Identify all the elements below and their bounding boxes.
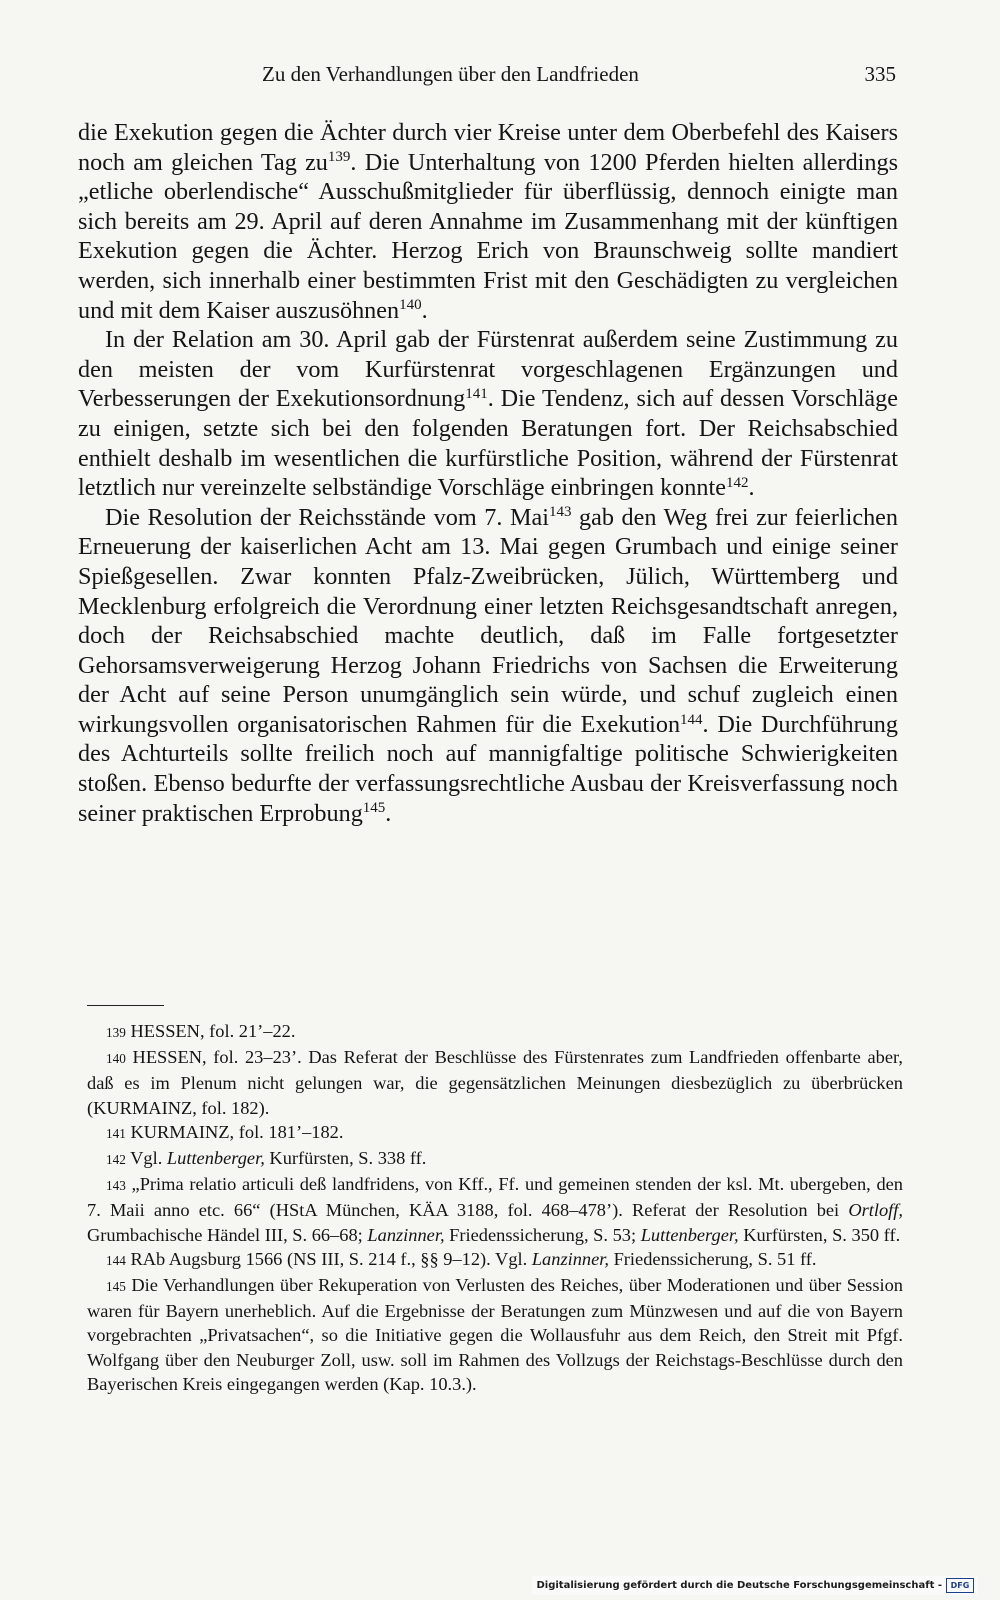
footnote-144 <box>87 1247 903 1273</box>
footnote-ref-144: 144 <box>680 711 703 728</box>
footnote-number: 140 <box>106 1051 126 1067</box>
footnote-text: „Prima relatio articuli deß landfridens, von Kff., Ff. und gemeinen stenden der ksl. Mt. ubergeben, den 7. Maii anno etc. 66“ (HStA München, KÄA 3188, fol. 468–478’). Referat der Resolution bei <box>87 1174 903 1221</box>
paragraph-2 <box>78 325 898 503</box>
footnote-number: 139 <box>106 1025 126 1040</box>
paragraph-text: . Die Unterhaltung von 1200 Pferden hielten allerdings „etliche oberlendische“ Ausschußmitglieder für überflüssig, dennoch einigte man sich bereits am 29. April auf deren Annahme im Zusammenhang mit der künftigen Exekution gegen die Ächter. Herzog Erich von Braunschweig sollte mandiert werden, sich innerhalb einer bestimmten Frist mit den Geschädigten zu vergleichen und mit dem Kaiser auszusöhnen <box>78 148 898 324</box>
footnote-ref-139: 139 <box>327 149 351 166</box>
paragraph-text: . Die Durchführung des Achturteils sollte freilich noch auf mannigfaltige politische Schwierigkeiten stoßen. Ebenso bedurfte der verfassungsrechtliche Ausbau der Kreisverfassung noch seiner praktischen Erprobung <box>78 710 898 827</box>
author-name: Lanzinner, <box>367 1224 445 1245</box>
body-text <box>78 118 898 828</box>
footnote-number: 141 <box>106 1125 126 1141</box>
footnote-text: HESSEN, fol. 21’–22. <box>125 1021 296 1041</box>
footnote-text: Vgl. <box>125 1148 167 1169</box>
paragraph-text: . <box>421 296 428 324</box>
footnote-number: 145 <box>106 1279 126 1295</box>
author-name: Lanzinner, <box>531 1248 609 1269</box>
author-name: Ortloff, <box>848 1200 903 1221</box>
footnote-143 <box>87 1172 903 1247</box>
paragraph-text: Die Resolution der Reichsstände vom 7. Mai <box>105 503 549 531</box>
footnote-141 <box>87 1120 903 1146</box>
digitization-credit <box>532 1576 978 1595</box>
credit-text: Digitalisierung gefördert durch die Deutsche Forschungsgemeinschaft - <box>536 1580 942 1591</box>
paragraph-3 <box>78 503 898 829</box>
footnote-text: KURMAINZ, fol. 181’–182. <box>125 1121 344 1142</box>
footnote-ref-142: 142 <box>725 474 749 491</box>
author-name: Luttenberger, <box>640 1224 739 1245</box>
footnotes <box>87 1019 903 1396</box>
footnote-ref-140: 140 <box>399 297 422 314</box>
footnote-text: HESSEN, fol. 23–23’. Das Referat der Beschlüsse des Fürstenrates zum Landfrieden offenbarte aber, daß es im Plenum nicht gelungen war, die gegensätzlichen Meinungen diesbezüglich zu überbrücken (KURMAINZ, fol. 182). <box>87 1047 903 1118</box>
footnote-text: Kurfürsten, S. 350 ff. <box>738 1224 901 1245</box>
footnote-text: Die Verhandlungen über Rekuperation von Verlusten des Reiches, über Moderationen und über Session waren für Bayern unerheblich. Auf die Ergebnisse der Beratungen zum Münzwesen und auf die von Bayern vorgebrachten „Privatsachen“, so die Initiative gegen die Wollausfuhr aus dem Reich, den Streit mit Pfgf. Wolfgang über den Neuburger Zoll, usw. soll im Rahmen des Vollzugs der Reichstags-Beschlüsse durch den Bayerischen Kreis eingegangen werden (Kap. 10.3.). <box>87 1275 903 1394</box>
footnote-number: 143 <box>106 1178 126 1194</box>
footnote-142 <box>87 1146 903 1172</box>
footnote-text: Friedenssicherung, S. 51 ff. <box>608 1248 817 1269</box>
paragraph-text: . <box>748 474 755 502</box>
footnote-number: 144 <box>106 1252 126 1268</box>
footnote-number: 142 <box>106 1152 126 1168</box>
paragraph-text: . <box>385 799 392 827</box>
footnote-text: Friedenssicherung, S. 53; <box>444 1224 641 1245</box>
page-number: 335 <box>864 62 896 86</box>
footnote-ref-141: 141 <box>465 386 488 403</box>
footnote-ref-145: 145 <box>362 800 386 817</box>
footnote-139 <box>87 1019 903 1045</box>
paragraph-text: gab den Weg frei zur feierlichen Erneuerung der kaiserlichen Acht am 13. Mai gegen Grumbach und einige seiner Spießgesellen. Zwar konnten Pfalz-Zweibrücken, Jülich, Württemberg und Mecklenburg erfolgreich die Verordnung einer letzten Reichsgesandtschaft anregen, doch der Reichsabschied machte deutlich, daß im Falle fortgesetzter Gehorsamsverweigerung Herzog Johann Friedrichs von Sachsen die Erweiterung der Acht auf seine Person unumgänglich sein würde, und schuf zugleich einen wirkungsvollen organisatorischen Rahmen für die Exekution <box>78 503 898 738</box>
running-title: Zu den Verhandlungen über den Landfrieden <box>262 62 639 86</box>
footnote-ref-143: 143 <box>548 504 572 521</box>
footnote-text: RAb Augsburg 1566 (NS III, S. 214 f., §§ 9–12). Vgl. <box>125 1248 532 1269</box>
footnote-text: Grumbachische Händel III, S. 66–68; <box>87 1224 368 1245</box>
footnote-text: Kurfürsten, S. 338 ff. <box>264 1148 427 1169</box>
dfg-logo-icon: DFG <box>946 1578 974 1593</box>
author-name: Luttenberger, <box>166 1148 265 1169</box>
footnote-145 <box>87 1273 903 1396</box>
paragraph-1 <box>78 118 898 325</box>
paragraph-text: In der Relation am 30. April gab der Fürstenrat außerdem seine Zustimmung zu den meisten der vom Kurfürstenrat vorgeschlagenen Ergänzungen und Verbesserungen der Exekutionsordnung <box>78 326 898 413</box>
footnote-divider <box>87 1005 164 1006</box>
footnote-140 <box>87 1045 903 1120</box>
paragraph-text: . Die Tendenz, sich auf dessen Vorschläge zu einigen, setzte sich bei den folgenden Beratungen fort. Der Reichsabschied enthielt deshalb im wesentlichen die kurfürstliche Position, während der Fürstenrat letztlich nur vereinzelte selbständige Vorschläge einbringen konnte <box>78 385 898 502</box>
paragraph-text: die Exekution gegen die Ächter durch vier Kreise unter dem Oberbefehl des Kaisers noch am gleichen Tag zu <box>78 119 898 176</box>
